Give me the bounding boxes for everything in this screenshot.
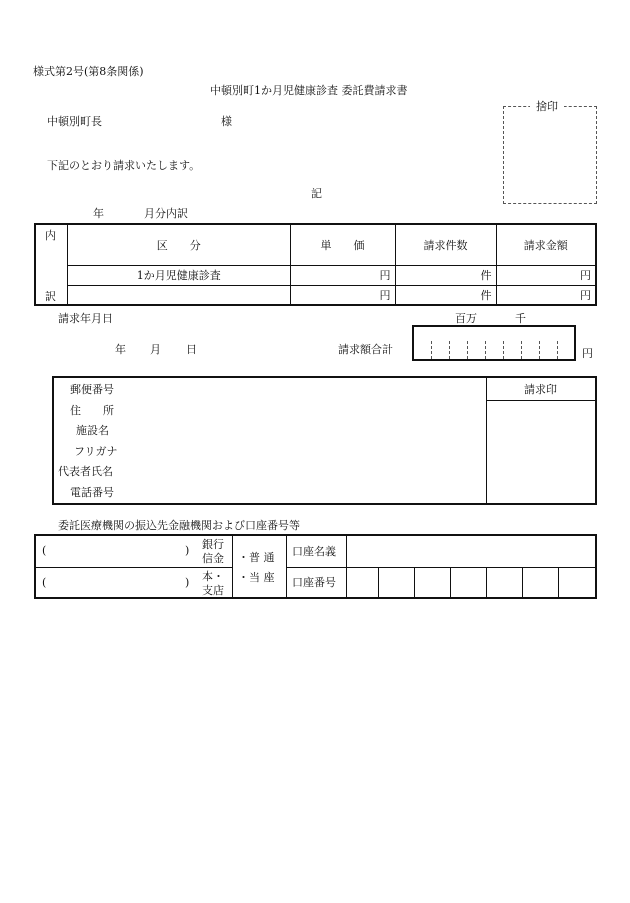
seal-label: 請求印 (524, 383, 557, 396)
total-yen-unit: 円 (582, 347, 593, 360)
side-bottom-label: 訳 (45, 290, 56, 303)
breakdown-table (34, 223, 597, 306)
side-top-label: 内 (45, 229, 56, 242)
row2-category (68, 285, 290, 304)
discard-stamp-box (503, 106, 597, 204)
field-phone: 電話番号 (70, 486, 114, 499)
bank-col-divider (232, 536, 233, 597)
applicant-box (52, 376, 597, 505)
row1-unit-price: 円 (290, 265, 395, 285)
breakdown-side (36, 225, 68, 304)
recipient-honorific: 様 (221, 115, 232, 128)
digit-cell-divider (558, 567, 559, 597)
account-row-divider (286, 567, 595, 568)
bank-paren-close: ) (185, 544, 190, 557)
row1-amount: 円 (496, 265, 595, 285)
account-type-current: ・当 座 (238, 571, 275, 584)
row2-amount: 円 (496, 285, 595, 304)
applicant-divider (486, 378, 487, 503)
account-type-ordinary: ・普 通 (238, 551, 275, 564)
branch-type-branch: 支店 (202, 584, 224, 597)
account-name-label: 口座名義 (292, 545, 336, 558)
discard-stamp-label: 捨印 (530, 101, 564, 112)
request-date-label: 請求年月日 (58, 312, 113, 325)
digit-cell-divider (486, 567, 487, 597)
header-unit-price: 単 価 (290, 225, 395, 265)
digit-divider (503, 341, 504, 359)
row2-count: 件 (395, 285, 496, 304)
request-date-day: 日 (186, 343, 197, 356)
field-representative: 代表者氏名 (58, 465, 113, 478)
digit-cell-divider (450, 567, 451, 597)
digit-cell-divider (378, 567, 379, 597)
account-type-divider (286, 536, 287, 597)
digit-cell-divider (414, 567, 415, 597)
bank-section-title: 委託医療機関の振込先金融機関および口座番号等 (58, 519, 300, 532)
header-amount: 請求金額 (496, 225, 595, 265)
recipient-name: 中頓別町長 (47, 115, 102, 128)
breakdown-grid (68, 225, 595, 304)
digit-divider (539, 341, 540, 359)
bank-row-divider (36, 567, 232, 568)
total-thousand-label: 千 (515, 312, 526, 325)
digit-divider (485, 341, 486, 359)
breakdown-month-label: 月分内訳 (144, 207, 188, 220)
seal-header-line (486, 400, 595, 401)
row2-unit-price: 円 (290, 285, 395, 304)
ki-mark: 記 (311, 187, 322, 200)
document-title: 中頓別町1か月児健康診査 委託費請求書 (210, 84, 408, 97)
digit-divider (521, 341, 522, 359)
total-million-label: 百万 (455, 312, 477, 325)
branch-paren-close: ) (185, 576, 190, 589)
label-divider (346, 536, 347, 597)
digit-divider (557, 341, 558, 359)
total-amount-box (412, 325, 576, 361)
digit-divider (449, 341, 450, 359)
bank-type-shinkin: 信金 (202, 552, 224, 565)
header-count: 請求件数 (395, 225, 496, 265)
field-furigana: フリガナ (74, 445, 118, 458)
total-label: 請求額合計 (338, 343, 393, 356)
request-date-year: 年 (115, 343, 126, 356)
field-postal-code: 郵便番号 (70, 383, 114, 396)
bank-table (34, 534, 597, 599)
breakdown-year: 年 (93, 207, 104, 220)
request-date-month: 月 (150, 343, 161, 356)
header-category: 区 分 (68, 225, 290, 265)
field-address: 住 所 (70, 404, 114, 417)
digit-divider (467, 341, 468, 359)
bank-type-bank: 銀行 (202, 538, 224, 551)
row1-category: 1か月児健康診査 (68, 265, 290, 285)
intro-text: 下記のとおり請求いたします。 (47, 159, 201, 172)
digit-cell-divider (522, 567, 523, 597)
account-number-label: 口座番号 (292, 576, 336, 589)
row1-count: 件 (395, 265, 496, 285)
digit-divider (431, 341, 432, 359)
branch-type-main: 本・ (202, 570, 224, 583)
bank-paren-open: ( (42, 544, 47, 557)
form-number: 様式第2号(第8条関係) (33, 65, 144, 78)
field-facility-name: 施設名 (76, 424, 109, 437)
branch-paren-open: ( (42, 576, 47, 589)
